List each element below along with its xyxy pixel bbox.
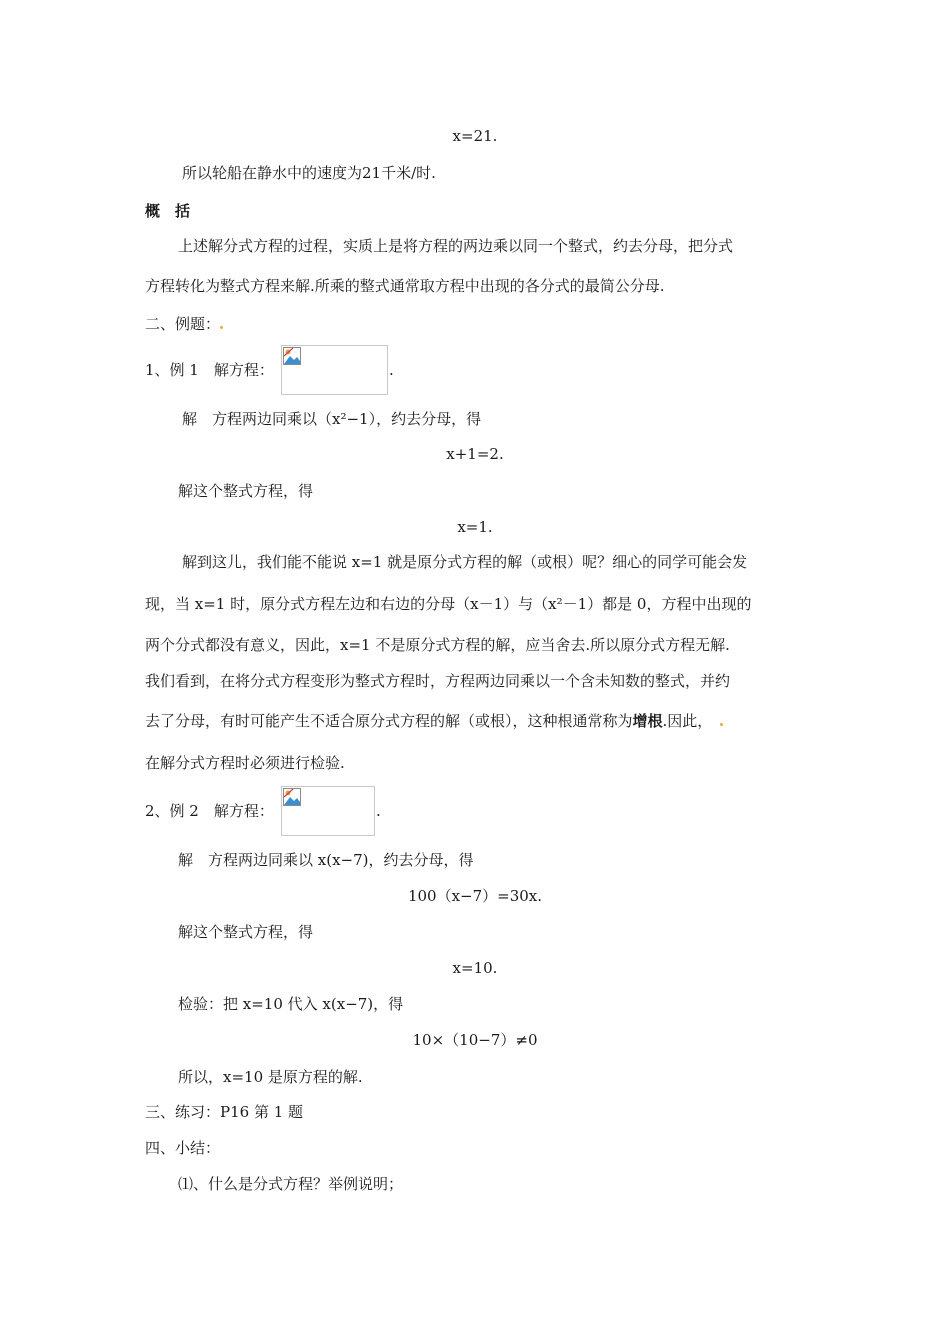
example-2-equation-1: 100（x−7）=30x. bbox=[407, 887, 543, 905]
summary-item-1: ⑴、什么是分式方程？举例说明； bbox=[178, 1175, 404, 1193]
marker-dot-icon bbox=[220, 326, 223, 329]
example-2-solve-line: 解这个整式方程，得 bbox=[178, 923, 314, 941]
extraneous-root-line-2 bbox=[145, 711, 723, 731]
equation-x21: x=21. bbox=[452, 127, 498, 145]
discussion-line-1: 解到这儿，我们能不能说 x=1 就是原分式方程的解（或根）呢？细心的同学可能会发 bbox=[182, 553, 748, 571]
extraneous-root-line-3: 在解分式方程时必须进行检验. bbox=[145, 754, 345, 772]
example-1-solution-line: 解 方程两边同乘以（x²−1），约去分母，得 bbox=[182, 410, 482, 428]
extraneous-root-term: 增根 bbox=[632, 712, 663, 730]
example-1-label: 1、例 1 解方程： bbox=[145, 361, 274, 379]
extraneous-root-text-pre: 去了分母，有时可能产生不适合原分式方程的解（或根），这种根通常称为 bbox=[145, 712, 633, 730]
summary-paragraph-line-1: 上述解分式方程的过程，实质上是将方程的两边乘以同一个整式，约去分母，把分式 bbox=[178, 237, 734, 255]
broken-image-icon bbox=[283, 347, 301, 365]
example-1-equation-2: x=1. bbox=[457, 518, 493, 536]
example-1-equation-1: x+1=2. bbox=[446, 445, 504, 463]
example-1-period: . bbox=[389, 361, 394, 379]
extraneous-root-line-1: 我们看到，在将分式方程变形为整式方程时，方程两边同乘以一个含未知数的整式，并约 bbox=[145, 672, 731, 690]
section-heading-summary: 概 括 bbox=[145, 202, 191, 220]
section-heading-examples bbox=[145, 314, 223, 334]
example-2-equation-3: 10×（10−7）≠0 bbox=[412, 1031, 538, 1049]
extraneous-root-text-post: .因此， bbox=[662, 712, 713, 730]
marker-dot-icon bbox=[720, 723, 723, 726]
example-2-label: 2、例 2 解方程： bbox=[145, 802, 274, 820]
summary-paragraph-line-2: 方程转化为整式方程来解.所乘的整式通常取方程中出现的各分式的最简公分母. bbox=[145, 277, 665, 295]
example-1-solve-line: 解这个整式方程，得 bbox=[178, 482, 314, 500]
conclusion-line: 所以轮船在静水中的速度为21千米/时. bbox=[182, 164, 436, 182]
discussion-line-3: 两个分式都没有意义，因此，x=1 不是原分式方程的解，应当舍去.所以原分式方程无解. bbox=[145, 636, 730, 654]
section-heading-practice: 三、练习：P16 第 1 题 bbox=[145, 1103, 304, 1121]
broken-image-icon bbox=[283, 788, 301, 806]
example-2-equation-2: x=10. bbox=[452, 959, 498, 977]
example-2-solution-line: 解 方程两边同乘以 x(x−7)，约去分母，得 bbox=[178, 851, 474, 869]
example-2-period: . bbox=[376, 802, 381, 820]
example-2-equation-image bbox=[281, 786, 375, 836]
example-1-equation-image bbox=[281, 345, 388, 395]
section-heading-summary-2: 四、小结： bbox=[145, 1139, 221, 1157]
example-2-check-line: 检验：把 x=10 代入 x(x−7)，得 bbox=[178, 995, 404, 1013]
discussion-line-2: 现，当 x=1 时，原分式方程左边和右边的分母（x－1）与（x²－1）都是 0，方程中出现的 bbox=[145, 595, 752, 613]
example-2-conclusion: 所以，x=10 是原方程的解. bbox=[178, 1068, 363, 1086]
section-heading-examples-text: 二、例题： bbox=[145, 315, 221, 333]
